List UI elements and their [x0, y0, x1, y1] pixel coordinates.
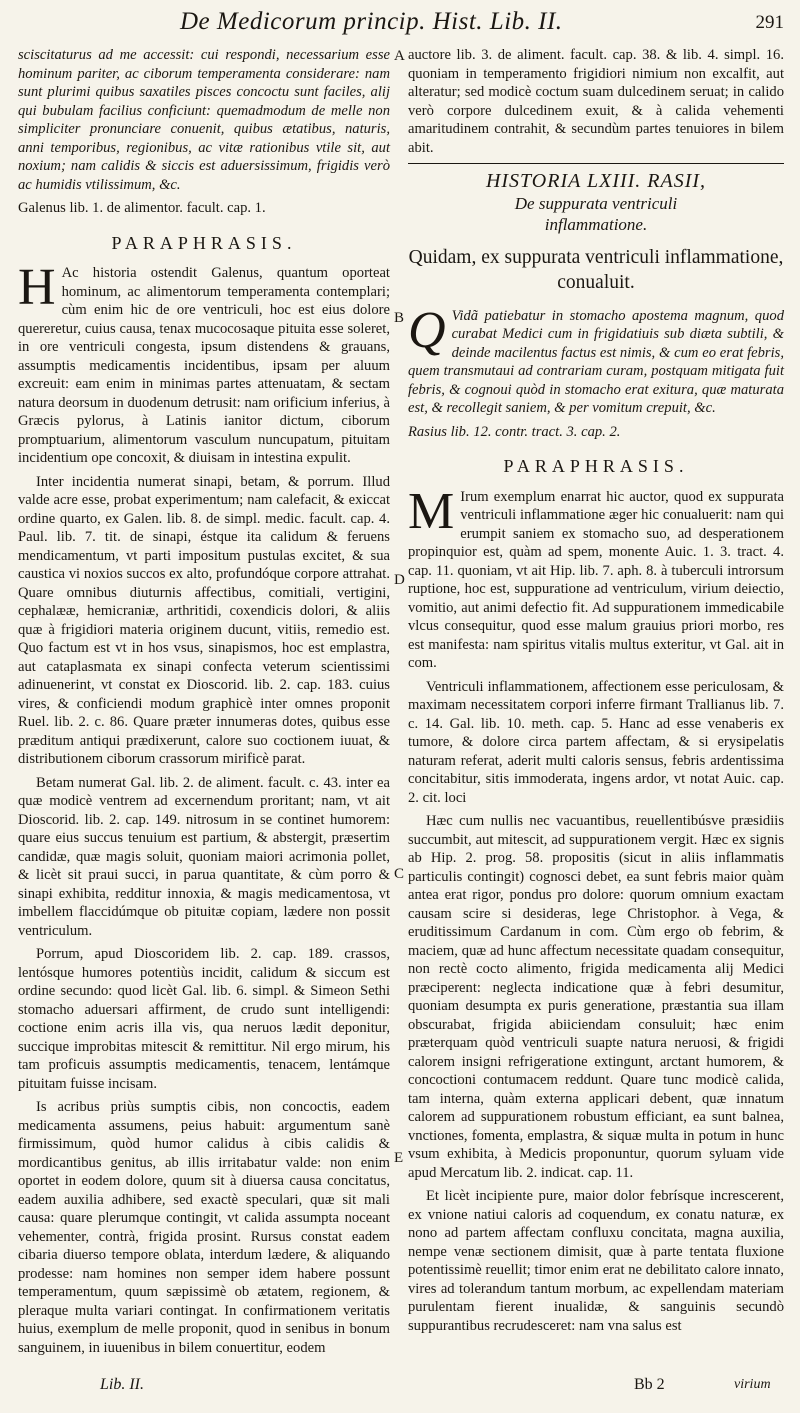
right-paragraph-3: Hæc cum nullis nec vacuantibus, reuellentibúsve præsidiis succumbit, aut mitescit, ad suppurationem vergit. Hæc ex signis ab Hip. 2. prog. 58. propositis (sicut in aliis inflammatis particulis contingit) cognosci debet, ea sunt febris maior quàm antea erat rigor, pondus pro dolore: quorum omnium exactam causam scire si desideras, lege Christophor. à Vega, & eruditissimum Cardanum in com. Cùm ergo ob febrim, & maciem, quæ ad hunc affectum necessitate quadam consequitur, non rectè cocto alimento, frigida medicamenta alij Medici præciperent: neglecta indicatione quæ à febri desumitur, quoniam desumpta ex puris generatione, præstantia sua illam obscurabat, frigida abiiciendam consuluit; hæc enim præterquam quòd ventriculi suapte natura neruosi, & frigidi calorem insigni refrigeratione extingunt, arctant humorem, & concoctioni contumacem reddunt. Quare tunc modicè calida, tam interna, quàm externa applicari debent, quæ innatum calorem ad suppurationem robustum efficiant, ea sunt balnea, vnctiones, fomenta, emplastra, & siquæ multa in potum in hunc vsum exhibita, à Medicis proponuntur, quorum syluam vide apud Mercatum lib. 2. indicat. cap. 11.: [408, 813, 784, 1181]
right-paragraph-4: Et licèt incipiente pure, maior dolor febrísque increscerent, ex vnione natiui caloris ad coquendum, ex conatu naturæ, ex nono ad partem affectam confluxu concitata, magna auxilia, nempe venæ sectionem dimisit, quæ à parte tentata fluxione potentissimè reuellit; timor enim erat ne debilitato calore innato, vires ad tolerandum tantum morbum, ac expellendam materiam purulentam fierent inualidæ, & sanguinis secundò suppurantibus recrudesceret: nam vna salus est: [408, 1188, 784, 1334]
left-column: [18, 46, 390, 1362]
left-paragraph-3: Betam numerat Gal. lib. 2. de aliment. facult. c. 43. inter ea quæ modicè ventrem ad excernendum proritant; nam, vt ait Dioscorid. lib. 2. cap. 149. nitrosum in se continet humorem: quare eius succus tenuium est partium, & abstergit, præsertim candidæ, quæ magis soluit, quoniam maiori acrimonia pollet, & licèt sit praui succi, in parua quantitate, & cùm porro & sinapi exhibita, redditur innoxia, & magis medicamentosa, vt imbellem flaccidúmque ob pituitæ copiam, lædere non possit ventriculum.: [18, 774, 390, 939]
signature-mark: Bb 2: [634, 1376, 665, 1393]
case-title: Quidam, ex suppurata ventriculi inflammatione, conualuit.: [408, 246, 784, 293]
right-quote: Q Vidã patiebatur in stomacho apostema magnum, quod curabat Medici cum in frigidatiuis sub diæta subtili, & deinde macilentus factus est nimis, & cum eo erat febris, quem transmutaui ad contrariam curam, postquam mitigata fuit febris, & cognoui quòd in stomacho erat exitura, quæ maturata est, & recollegit saniem, & per vomitum crepuit, &c.: [408, 301, 784, 416]
left-paragraph-5: Is acribus priùs sumptis cibis, non concoctis, eadem medicamenta assumens, peius habuit: argumentum sanè firmissimum, quòd humor calidus à cibis calidis & mordicantibus genitus, ab illis irritabatur valde: non enim oportet in eodem dolore, quum sit à diuersa causa concitatus, eadem auxilia adhibere, sed exactè speculari, quæ sit mali causa: quare plerumque contingit, vt calida assumpta noceant vehementer, contrà, frigida prosint. Rursus constat eadem cibaria diuerso tempore oblata, interdum lædere, & aliquando prodesse: nam homines non semper idem habere possunt temperamentum, quum sæpissimè ob ætatem, regionem, & pleraque multa variari contingat. In confirmationem veritatis huius, exemplum de melle proponit, quod in senibus in bonum sanguinem, in iuuenibus in bilem conuertitur, eodem: [18, 1099, 390, 1356]
margin-letter-c: C: [394, 866, 405, 882]
left-quote-source: Galenus lib. 1. de alimentor. facult. cap. 1.: [18, 200, 266, 216]
footer-book: Lib. II.: [100, 1376, 144, 1393]
dropcap: M: [408, 482, 455, 540]
dropcap: Q: [408, 301, 446, 359]
dropcap: H: [18, 259, 56, 316]
left-paragraph-4: Porrum, apud Dioscoridem lib. 2. cap. 189. crassos, lentósque humores potentiùs incidit, calidum & siccum est ordine secundo: quod licèt Gal. lib. 6. simpl. & Simeon Sethi stomacho aduersari affirment, de crudo sunt intelligendi: coctione enim acris illa vis, qua neruos lædit deponitur, succique improbitas mitescit & remittitur. Nil ergo mirum, his tam proficuis assumptis medicamentis, tenacem, lentámque pituitam fuisse incisam.: [18, 946, 390, 1092]
right-paragraph-1: M Irum exemplum enarrat hic auctor, quod ex suppurata ventriculi inflammatione æger hic conualuerit: nam qui erumpit saniem ex stomacho suo, ad desperationem propinquior est, quàm ad spem, monente Auic. 1. 3. tract. 4. cap. 11. quoniam, vt ait Hip. lib. 7. aph. 8. à tuberculi introrsum ruptione, hoc est, suppuratione ad ventriculum, virium deiectio, vomitio, aut animi defectio fit. Ad suppurationem immedicabile vlcus consequitur, quod esse malum grauius priori morbo, res est manifesta: nam spiritus vitalis multus exteritur, vt Gal. ait in com.: [408, 482, 784, 671]
catchword: virium: [734, 1377, 771, 1392]
left-paragraph-2: Inter incidentia numerat sinapi, betam, & porrum. Illud valde acre esse, probat experimentum; nam calefacit, & exiccat ordine quarto, ex Galen. lib. 8. de simpl. medic. facult. cap. 4. Paul. lib. 7. tit. de sinapi, éstque ita calidum & feruens mendicamentum, vt parti impositum pustulas excitet, & sua caustica vi noxios succos ex alto, profundóque corpore attrahat. Quare omnibus diuturnis affectibus, comitiali, vertigini, cephalææ, hemicraniæ, arthritidi, coxendicis dolori, & aliis quæ à frigidiori materia originem ducunt, vitiis, remedio est. Quo factum est vt in hos vsus, sinapismos, hoc est emplastra, aut cataplasmata ex sinapi confecta veterum scientissimi adinuenerint, vt constat ex Dioscorid. lib. 2. cap. 183. cuius vires, & conficiendi modum graphicè inter omnes proponit Ruel. lib. 2. c. 86. Quare præter innumeras dotes, quibus esse præditum antiqui prædixerunt, calore suo coctionem iuuat, & distributionem ciborum crassorum mirificè parat.: [18, 473, 390, 767]
left-heading: PARAPHRASIS.: [111, 232, 297, 253]
left-paragraph-1: H Ac historia ostendit Galenus, quantum oporteat hominum, ac alimentorum temperamenta contemplari; cùm enim hic de ore ventriculi, hoc est eius dolore quereretur, cuius causa, tenax mucocosaque pituita esse soleret, in ore ventriculi congesta, ipsum distendens & grauans, assumptis medicamentis incidentibus, ipsam per aluum excreuit: eam enim in minimas partes attenuatam, & sectam natura deorsum in duodenum detrusit: nam orificium inferius, à Græcis pylorus, à Latinis ianitor dictum, ciborum promptuarium, alimentorum vasculum nuncupatum, pituitam incidentium ope concoxit, & diuisam in intestina expulit.: [18, 259, 390, 466]
margin-letter-d: D: [394, 572, 405, 588]
section-rule: [408, 163, 784, 164]
running-header: De Medicorum princip. Hist. Lib. II.: [180, 8, 563, 35]
page-number: 291: [755, 12, 784, 33]
history-title: HISTORIA LXIII. RASII,: [485, 170, 707, 192]
margin-letter-a: A: [394, 48, 405, 64]
margin-letter-e: E: [394, 1150, 404, 1166]
history-subtitle: De suppurata ventriculi inflammatione.: [514, 193, 678, 234]
right-column: [408, 46, 784, 1340]
margin-letter-b: B: [394, 310, 405, 326]
right-paragraph-0: auctore lib. 3. de aliment. facult. cap. 38. & lib. 4. simpl. 16. quoniam in temperamento frigidiori nimium non excalfit, aut alteratur; sed modicè coctum suam dulcedinem seruat; in calido verò corpore dulcedinem exuit, & à calida vehementi amaritudinem contrahit, & secundùm partes tenuiores in bilem abit.: [408, 47, 784, 156]
right-heading: PARAPHRASIS.: [503, 456, 689, 476]
left-quote: sciscitaturus ad me accessit: cui respondi, necessarium esse hominum pariter, ac ciborum temperamenta considerare: nam sunt plurimi quibus saxatiles pisces concoctu sunt faciles, alij qui bubulam facilius conficiunt: quemadmodum de melle non simpliciter pronunciare conuenit, quibus ætatibus, naturis, anni temporibus, regionibus, ac vitæ rationibus vtile sit, aut noxium; nam calidis & siccis est aduersissimum, frigidis verò ac humidis vtilissimum, &c.: [18, 47, 390, 193]
right-quote-source: Rasius lib. 12. contr. tract. 3. cap. 2.: [408, 423, 621, 440]
right-paragraph-2: Ventriculi inflammationem, affectionem esse periculosam, & maximam necessitatem corpori inferre firmant Trallianus lib. 7. c. 14. Gal. lib. 10. meth. cap. 5. Hanc ad esse venaberis ex tumore, & dolore circa partem affectam, & si erysipelatis naturam referat, aderit multi caloris sensus, febris ardentissima concitabitur, sitis immoderata, ingens ardor, vt notat Auic. cap. 2. cit. loci: [408, 678, 784, 806]
